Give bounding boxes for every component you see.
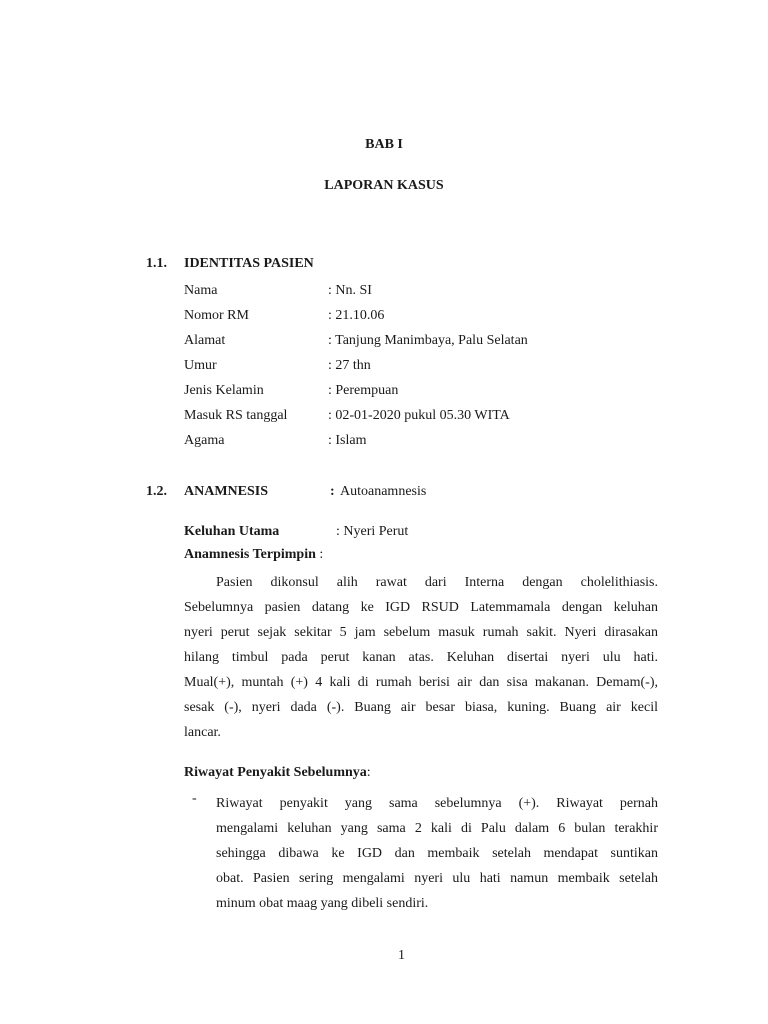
field-label-masuk-rs: Masuk RS tanggal	[184, 408, 288, 423]
keluhan-utama-label: Keluhan Utama	[184, 524, 280, 539]
keluhan-utama-value: : Nyeri Perut	[336, 524, 409, 539]
paragraph-line: hilang timbul pada perut kanan atas. Keluhan disertai nyeri ulu hati.	[184, 650, 658, 665]
field-label-nama: Nama	[184, 283, 218, 298]
paragraph-line: sesak (-), nyeri dada (-). Buang air besar biasa, kuning. Buang air kecil	[184, 700, 658, 715]
field-label-agama: Agama	[184, 433, 225, 448]
field-value-nama: : Nn. SI	[328, 283, 372, 298]
section-number: 1.2.	[146, 484, 167, 499]
field-value-jenis-kelamin: : Perempuan	[328, 383, 399, 398]
paragraph-line: nyeri perut sejak sekitar 5 jam sebelum masuk rumah sakit. Nyeri dirasakan	[184, 625, 658, 640]
riwayat-line: Riwayat penyakit yang sama sebelumnya (+). Riwayat pernah	[216, 796, 658, 811]
field-label-jenis-kelamin: Jenis Kelamin	[184, 383, 264, 398]
field-value-agama: : Islam	[328, 433, 367, 448]
riwayat-heading	[184, 765, 371, 781]
anamnesis-type: Autoanamnesis	[340, 484, 427, 499]
riwayat-line: mengalami keluhan yang sama 2 kali di Palu dalam 6 bulan terakhir	[216, 821, 658, 836]
section-heading: ANAMNESIS	[184, 484, 269, 499]
field-label-alamat: Alamat	[184, 333, 226, 348]
document-title: LAPORAN KASUS	[324, 178, 444, 193]
bullet-dash: -	[192, 791, 197, 806]
riwayat-line: sehingga dibawa ke IGD dan membaik setelah mendapat suntikan	[216, 846, 658, 861]
field-label-nomor-rm: Nomor RM	[184, 308, 249, 323]
chapter-heading: BAB I	[365, 137, 403, 152]
anamnesis-terpimpin-label: Anamnesis Terpimpin	[184, 547, 316, 562]
anamnesis-terpimpin	[184, 547, 323, 563]
section-heading: IDENTITAS PASIEN	[184, 256, 314, 271]
anamnesis-terpimpin-colon: :	[319, 547, 324, 562]
riwayat-line: obat. Pasien sering mengalami nyeri ulu hati namun membaik setelah	[216, 871, 658, 886]
field-value-nomor-rm: : 21.10.06	[328, 308, 385, 323]
riwayat-line: minum obat maag yang dibeli sendiri.	[216, 896, 429, 911]
riwayat-label: Riwayat Penyakit Sebelumnya	[184, 765, 367, 780]
paragraph-line: Sebelumnya pasien datang ke IGD RSUD Latemmamala dengan keluhan	[184, 600, 658, 615]
paragraph-line: Pasien dikonsul alih rawat dari Interna dengan cholelithiasis.	[216, 575, 658, 590]
section-colon: :	[330, 484, 335, 499]
riwayat-colon: :	[366, 765, 371, 780]
page-number: 1	[398, 948, 405, 963]
paragraph-line: Mual(+), muntah (+) 4 kali di rumah berisi air dan sisa makanan. Demam(-),	[184, 675, 658, 690]
field-value-alamat: : Tanjung Manimbaya, Palu Selatan	[328, 333, 528, 348]
field-value-umur: : 27 thn	[328, 358, 371, 373]
paragraph-line: lancar.	[184, 725, 221, 740]
section-number: 1.1.	[146, 256, 167, 271]
field-value-masuk-rs: : 02-01-2020 pukul 05.30 WITA	[328, 408, 510, 423]
field-label-umur: Umur	[184, 358, 217, 373]
